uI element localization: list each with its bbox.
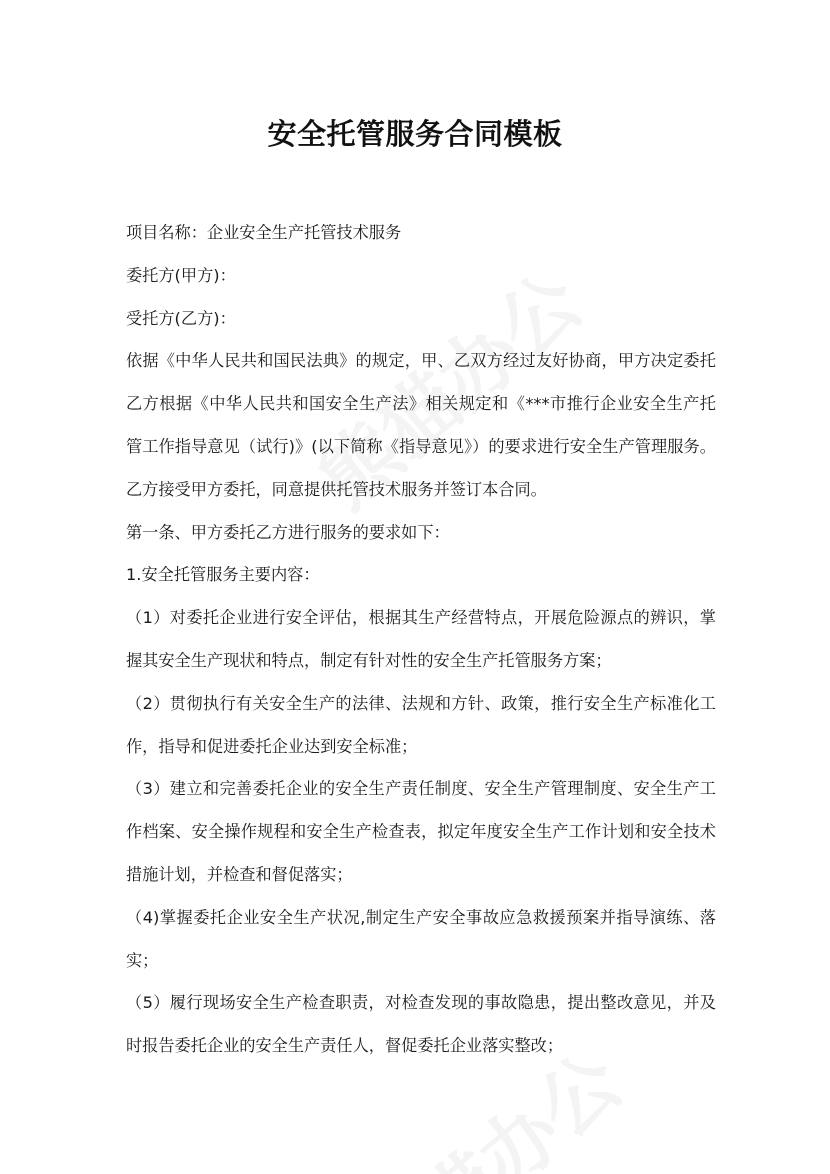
list-item: （1）对委托企业进行安全评估，根据其生产经营特点，开展危险源点的辨识，掌握其安全生产现状和特点，制定有针对性的安全生产托管服务方案； xyxy=(126,608,716,670)
list-item: （3）建立和完善委托企业的安全生产责任制度、安全生产管理制度、安全生产工作档案、安全操作规程和安全生产检查表，拟定年度安全生产工作计划和安全技术措施计划，并检查和督促落实； xyxy=(126,779,716,884)
project-name-field: 项目名称：企业安全生产托管技术服务 xyxy=(126,223,402,242)
preamble-paragraph: 依据《中华人民共和国民法典》的规定，甲、乙双方经过友好协商，甲方决定委托乙方根据《中华人民共和国安全生产法》相关规定和《***市推行企业安全生产托管工作指导意见（试行)》(以下简称《指导意见》）的要求进行安全生产管理服务。乙方接受甲方委托，同意提供托管技术服务并签订本合同。 xyxy=(126,351,716,499)
list-item: （4)掌握委托企业安全生产状况,制定生产安全事故应急救援预案并指导演练、落实； xyxy=(126,907,716,970)
list-item: （5）履行现场安全生产检查职责，对检查发现的事故隐患，提出整改意见，并及时报告委托企业的安全生产责任人，督促委托企业落实整改； xyxy=(126,993,716,1056)
document-title: 安全托管服务合同模板 xyxy=(267,117,563,151)
party-a-field: 委托方(甲方)： xyxy=(126,265,236,285)
article-1-heading: 第一条、甲方委托乙方进行服务的要求如下： xyxy=(126,522,450,542)
document-body xyxy=(126,212,716,1068)
list-item: （2）贯彻执行有关安全生产的法律、法规和方针、政策，推行安全生产标准化工作，指导和促进委托企业达到安全标准； xyxy=(126,693,716,756)
party-b-field: 受托方(乙方)： xyxy=(126,308,236,328)
section-1-heading: 1.安全托管服务主要内容： xyxy=(126,565,320,585)
